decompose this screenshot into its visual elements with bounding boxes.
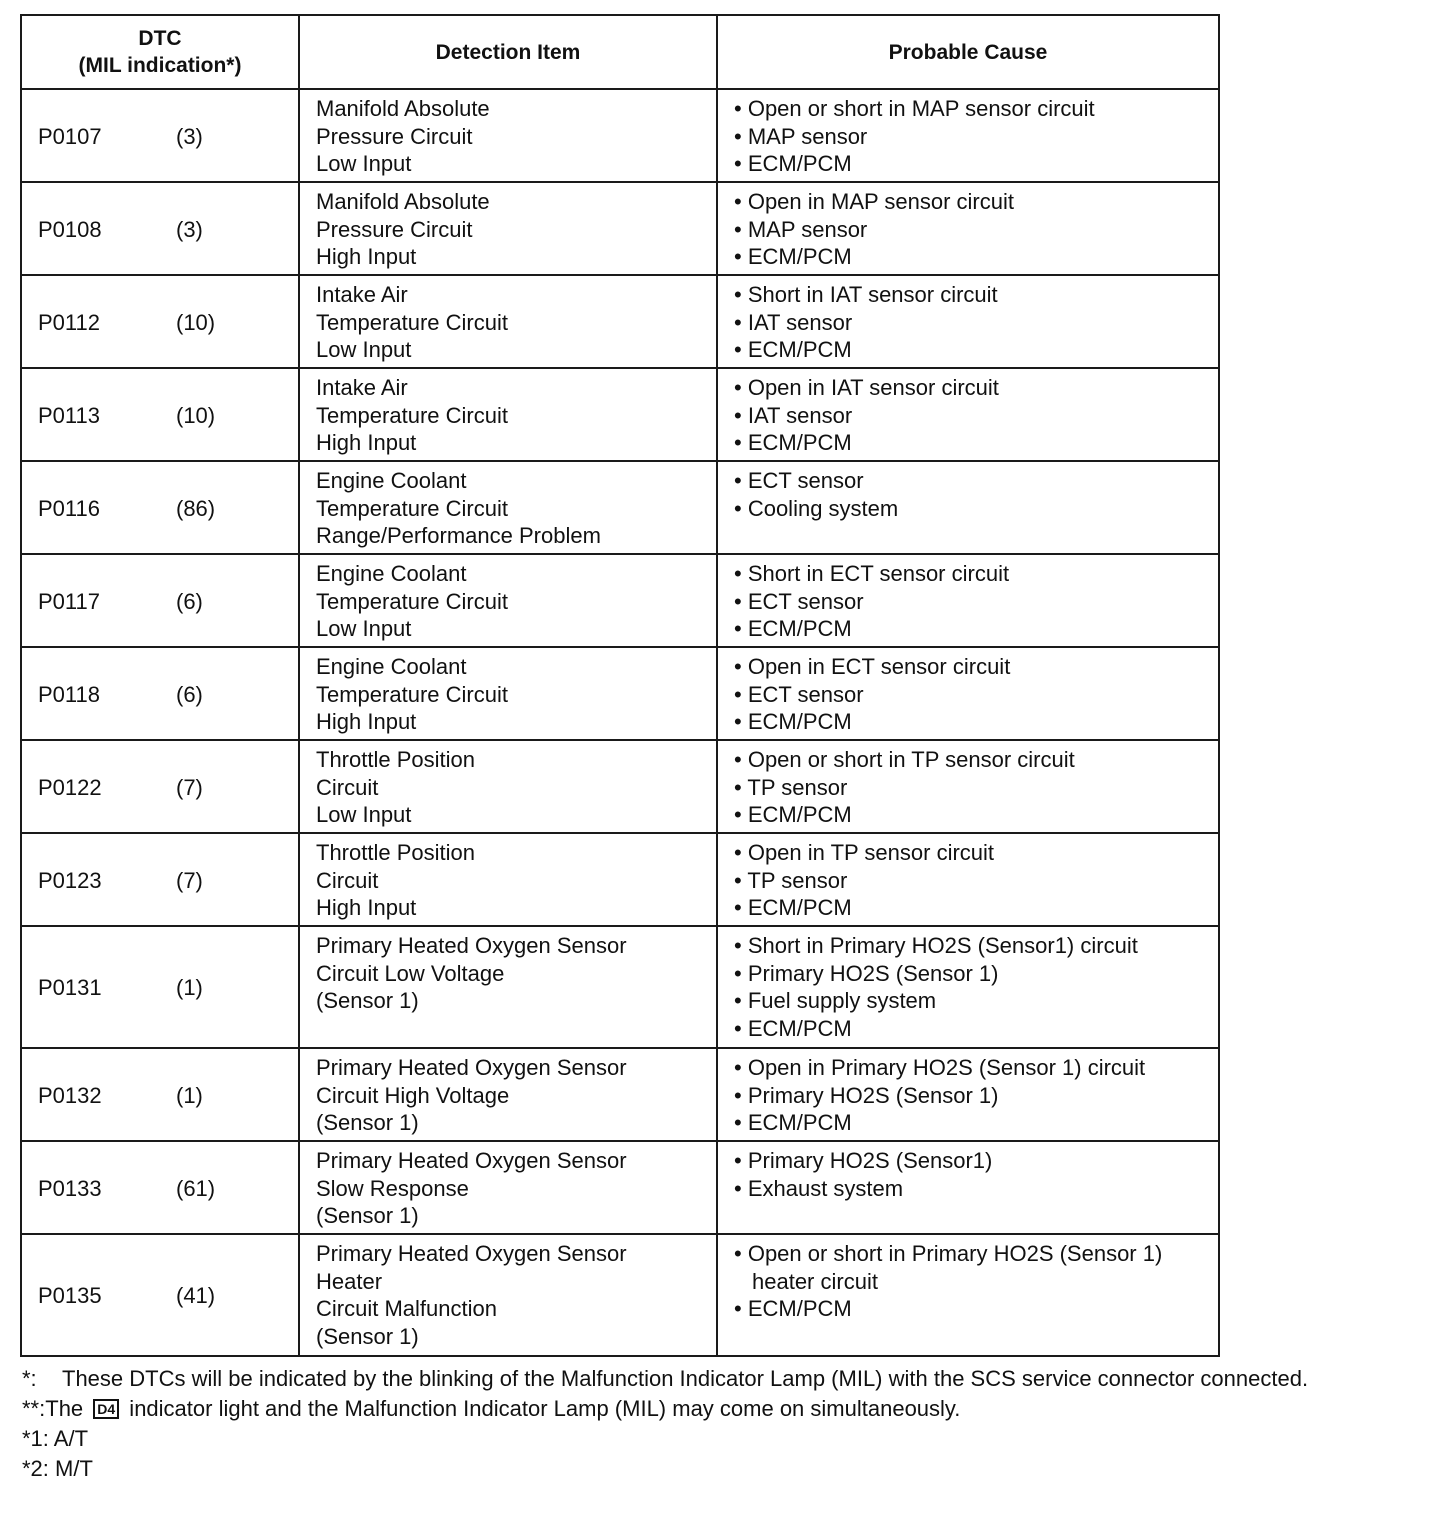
mil-indication: (10) [176, 309, 216, 335]
cell-dtc [21, 1141, 299, 1234]
table-row [21, 926, 1219, 1048]
bullet-icon: • [734, 1082, 742, 1108]
table-row [21, 1141, 1219, 1234]
table-header-row [21, 15, 1219, 89]
dtc-code: P0117 [38, 588, 100, 614]
detection-item-line: Intake Air [316, 282, 408, 307]
cause-item [734, 429, 1210, 457]
cell-detection-item [299, 1048, 717, 1141]
cause-text: ECM/PCM [747, 895, 852, 920]
cause-text: IAT sensor [747, 402, 853, 428]
detection-item-line: High Input [316, 430, 417, 455]
detection-item-line: (Sensor 1) [316, 1110, 419, 1135]
cause-text: Open or short in MAP sensor circuit [747, 96, 1095, 121]
cause-text: Short in Primary HO2S (Sensor1) circuit [747, 933, 1138, 958]
detection-item-line: Primary Heated Oxygen Sensor [316, 1241, 627, 1266]
cause-text: ECM/PCM [747, 151, 852, 176]
mil-indication: (10) [176, 402, 216, 428]
header-dtc [21, 15, 299, 89]
cause-text: MAP sensor [747, 123, 868, 149]
detection-item-line: Primary Heated Oxygen Sensor [316, 933, 627, 958]
cell-detection-item [299, 1141, 717, 1234]
header-dtc-line2: (MIL indication*) [78, 54, 242, 77]
cause-item [734, 1082, 1210, 1110]
cause-text: ECT sensor [747, 681, 864, 707]
detection-item-line: Low Input [316, 151, 412, 176]
footnote-double-star-mark: **: [22, 1396, 46, 1421]
cell-detection-item [299, 1234, 717, 1356]
bullet-icon: • [734, 123, 742, 149]
cause-text: Open in ECT sensor circuit [747, 654, 1011, 679]
detection-item-line: (Sensor 1) [316, 988, 419, 1013]
bullet-icon: • [734, 282, 742, 307]
mil-indication: (3) [176, 216, 203, 242]
cause-item [734, 150, 1210, 178]
cell-detection-item [299, 89, 717, 182]
cell-dtc [21, 1048, 299, 1141]
cause-text: ECM/PCM [747, 430, 852, 455]
bullet-icon: • [734, 1241, 742, 1266]
detection-item-line: Heater [316, 1268, 383, 1294]
footnote-double-star-pre: The [45, 1396, 90, 1421]
mil-indication: (7) [176, 867, 203, 893]
cause-text: Open or short in TP sensor circuit [747, 747, 1075, 772]
cell-dtc [21, 461, 299, 554]
cell-probable-cause [717, 554, 1219, 647]
table-row [21, 1048, 1219, 1141]
mil-indication: (61) [176, 1175, 216, 1201]
detection-item-line: High Input [316, 244, 417, 269]
cell-dtc [21, 554, 299, 647]
bullet-icon: • [734, 244, 742, 269]
cause-text: Open in IAT sensor circuit [747, 375, 999, 400]
detection-item-line: Low Input [316, 616, 412, 641]
bullet-icon: • [734, 1148, 742, 1173]
cause-item [734, 243, 1210, 271]
detection-item-line: High Input [316, 709, 417, 734]
cell-probable-cause [717, 926, 1219, 1048]
bullet-icon: • [734, 430, 742, 455]
bullet-icon: • [734, 1015, 742, 1041]
cause-item [734, 336, 1210, 364]
cell-probable-cause [717, 182, 1219, 275]
cause-item [734, 867, 1210, 895]
cause-item [734, 987, 1210, 1015]
detection-item-line: Temperature Circuit [316, 402, 508, 428]
detection-item-line: Temperature Circuit [316, 495, 508, 521]
detection-item-line: Circuit Malfunction [316, 1296, 497, 1321]
bullet-icon: • [734, 588, 742, 614]
cause-text: Open in Primary HO2S (Sensor 1) circuit [747, 1055, 1146, 1080]
cause-text: Short in IAT sensor circuit [747, 282, 998, 307]
mil-indication: (7) [176, 774, 203, 800]
bullet-icon: • [734, 309, 742, 335]
cause-item [734, 746, 1210, 774]
cell-dtc [21, 368, 299, 461]
table-row [21, 833, 1219, 926]
detection-item-line: Throttle Position [316, 747, 475, 772]
cause-text: Primary HO2S (Sensor 1) [747, 1082, 999, 1108]
cause-item [734, 681, 1210, 709]
cell-detection-item [299, 926, 717, 1048]
cause-item [734, 374, 1210, 402]
cause-text: Open in MAP sensor circuit [747, 189, 1014, 214]
cause-item [734, 1240, 1210, 1295]
mil-indication: (1) [176, 1082, 203, 1108]
cause-item [734, 1175, 1210, 1203]
cause-text: ECM/PCM [747, 1296, 852, 1321]
cell-probable-cause [717, 89, 1219, 182]
dtc-code: P0107 [38, 123, 102, 149]
cell-detection-item [299, 647, 717, 740]
bullet-icon: • [734, 1296, 742, 1321]
detection-item-line: Circuit High Voltage [316, 1082, 510, 1108]
detection-item-line: Manifold Absolute [316, 96, 490, 121]
cause-text: TP sensor [747, 867, 848, 893]
dtc-code: P0116 [38, 495, 100, 521]
cause-item [734, 402, 1210, 430]
cell-probable-cause [717, 1234, 1219, 1356]
dtc-code: P0133 [38, 1175, 102, 1201]
detection-item-line: Pressure Circuit [316, 123, 473, 149]
bullet-icon: • [734, 774, 742, 800]
cause-item [734, 894, 1210, 922]
cell-probable-cause [717, 647, 1219, 740]
cell-probable-cause [717, 461, 1219, 554]
footnote-double-star [22, 1394, 1422, 1424]
cause-item [734, 615, 1210, 643]
bullet-icon: • [734, 495, 742, 521]
detection-item-line: Primary Heated Oxygen Sensor [316, 1148, 627, 1173]
cell-probable-cause [717, 275, 1219, 368]
table-row [21, 740, 1219, 833]
cause-item [734, 560, 1210, 588]
mil-indication: (86) [176, 495, 216, 521]
cause-item [734, 495, 1210, 523]
detection-item-line: Manifold Absolute [316, 189, 490, 214]
cause-item [734, 95, 1210, 123]
cell-probable-cause [717, 1048, 1219, 1141]
bullet-icon: • [734, 216, 742, 242]
cause-item [734, 932, 1210, 960]
cause-item [734, 839, 1210, 867]
detection-item-line: Circuit [316, 867, 379, 893]
mil-indication: (6) [176, 681, 203, 707]
bullet-icon: • [734, 337, 742, 362]
detection-item-line: (Sensor 1) [316, 1323, 419, 1349]
cause-text: IAT sensor [747, 309, 853, 335]
detection-item-line: Engine Coolant [316, 468, 467, 493]
detection-item-line: Temperature Circuit [316, 309, 508, 335]
bullet-icon: • [734, 616, 742, 641]
cell-detection-item [299, 182, 717, 275]
header-dtc-line1: DTC [138, 27, 182, 50]
detection-item-line: Temperature Circuit [316, 681, 508, 707]
cell-detection-item [299, 368, 717, 461]
dtc-code: P0132 [38, 1082, 102, 1108]
cause-item [734, 708, 1210, 736]
bullet-icon: • [734, 681, 742, 707]
table-row [21, 182, 1219, 275]
cause-text: ECM/PCM [747, 1015, 852, 1041]
cause-item [734, 281, 1210, 309]
bullet-icon: • [734, 802, 742, 827]
detection-item-line: High Input [316, 895, 417, 920]
detection-item-line: Circuit [316, 774, 379, 800]
detection-item-line: Throttle Position [316, 840, 475, 865]
bullet-icon: • [734, 895, 742, 920]
cell-detection-item [299, 275, 717, 368]
cause-item [734, 123, 1210, 151]
cause-text: ECM/PCM [747, 337, 852, 362]
cause-text: Primary HO2S (Sensor1) [747, 1148, 993, 1173]
cause-text: ECM/PCM [747, 709, 852, 734]
bullet-icon: • [734, 933, 742, 958]
cause-text: ECM/PCM [747, 244, 852, 269]
bullet-icon: • [734, 468, 742, 493]
table-row [21, 275, 1219, 368]
mil-indication: (6) [176, 588, 203, 614]
detection-item-line: Low Input [316, 802, 412, 827]
table-row [21, 554, 1219, 647]
footnote-star-text: These DTCs will be indicated by the blinking of the Malfunction Indicator Lamp (MIL) with the SCS service connector connected. [62, 1366, 1309, 1391]
d4-indicator-icon: D4 [93, 1399, 119, 1419]
bullet-icon: • [734, 402, 742, 428]
cell-detection-item [299, 833, 717, 926]
bullet-icon: • [734, 375, 742, 400]
mil-indication: (41) [176, 1283, 216, 1309]
cell-detection-item [299, 461, 717, 554]
cause-text: ECM/PCM [747, 1110, 852, 1135]
bullet-icon: • [734, 189, 742, 214]
bullet-icon: • [734, 1175, 742, 1201]
cell-probable-cause [717, 368, 1219, 461]
footnote-1: *1: A/T [22, 1426, 89, 1451]
cause-item [734, 1295, 1210, 1323]
table-row [21, 1234, 1219, 1356]
detection-item-line: Engine Coolant [316, 654, 467, 679]
cause-item [734, 588, 1210, 616]
cause-text: Exhaust system [747, 1175, 904, 1201]
dtc-code: P0131 [38, 975, 102, 1001]
footnote-star [22, 1364, 1422, 1394]
cause-item [734, 801, 1210, 829]
bullet-icon: • [734, 867, 742, 893]
cell-detection-item [299, 554, 717, 647]
cell-dtc [21, 89, 299, 182]
cell-probable-cause [717, 740, 1219, 833]
cause-text: ECM/PCM [747, 802, 852, 827]
cell-dtc [21, 1234, 299, 1356]
detection-item-line: Engine Coolant [316, 561, 467, 586]
footnote-2: *2: M/T [22, 1456, 93, 1481]
detection-item-line: Temperature Circuit [316, 588, 508, 614]
bullet-icon: • [734, 709, 742, 734]
detection-item-line: Circuit Low Voltage [316, 960, 505, 986]
cause-item [734, 960, 1210, 988]
bullet-icon: • [734, 561, 742, 586]
dtc-code: P0112 [38, 309, 100, 335]
cause-item [734, 774, 1210, 802]
cause-text: Primary HO2S (Sensor 1) [747, 960, 999, 986]
cause-text: Cooling system [747, 495, 899, 521]
cause-text: Open in TP sensor circuit [747, 840, 995, 865]
header-detection-item: Detection Item [299, 15, 717, 89]
mil-indication: (3) [176, 123, 203, 149]
cell-dtc [21, 647, 299, 740]
cell-dtc [21, 926, 299, 1048]
bullet-icon: • [734, 988, 742, 1013]
header-probable-cause: Probable Cause [717, 15, 1219, 89]
cause-text: TP sensor [747, 774, 848, 800]
detection-item-line: Range/Performance Problem [316, 523, 601, 548]
cell-dtc [21, 833, 299, 926]
dtc-code: P0135 [38, 1283, 102, 1309]
cell-detection-item [299, 740, 717, 833]
bullet-icon: • [734, 654, 742, 679]
cell-dtc [21, 740, 299, 833]
cell-probable-cause [717, 833, 1219, 926]
cell-dtc [21, 275, 299, 368]
cause-text: Short in ECT sensor circuit [747, 561, 1010, 586]
bullet-icon: • [734, 96, 742, 121]
table-row [21, 461, 1219, 554]
dtc-code: P0122 [38, 774, 102, 800]
cause-item [734, 1054, 1210, 1082]
dtc-code: P0108 [38, 216, 102, 242]
cause-item [734, 309, 1210, 337]
cell-dtc [21, 182, 299, 275]
cause-item [734, 1015, 1210, 1043]
detection-item-line: Intake Air [316, 375, 408, 400]
cause-text: MAP sensor [747, 216, 868, 242]
cause-item [734, 653, 1210, 681]
detection-item-line: (Sensor 1) [316, 1203, 419, 1228]
footnotes [22, 1364, 1422, 1484]
bullet-icon: • [734, 960, 742, 986]
table-row [21, 89, 1219, 182]
bullet-icon: • [734, 151, 742, 176]
cause-text: ECT sensor [747, 468, 864, 493]
bullet-icon: • [734, 1055, 742, 1080]
cause-text: ECM/PCM [747, 616, 852, 641]
footnote-double-star-post: indicator light and the Malfunction Indicator Lamp (MIL) may come on simultaneously. [123, 1396, 961, 1421]
cause-item [734, 216, 1210, 244]
cause-item [734, 188, 1210, 216]
dtc-table [20, 14, 1220, 1357]
detection-item-line: Primary Heated Oxygen Sensor [316, 1055, 627, 1080]
table-row [21, 647, 1219, 740]
bullet-icon: • [734, 1110, 742, 1135]
cause-text: ECT sensor [747, 588, 864, 614]
cause-item [734, 467, 1210, 495]
table-body [21, 89, 1219, 1356]
bullet-icon: • [734, 747, 742, 772]
footnote-star-mark: *: [22, 1366, 37, 1391]
bullet-icon: • [734, 840, 742, 865]
mil-indication: (1) [176, 975, 203, 1001]
cause-item [734, 1147, 1210, 1175]
cause-text: Open or short in Primary HO2S (Sensor 1) heater circuit [747, 1241, 1163, 1294]
cause-item [734, 1109, 1210, 1137]
cell-probable-cause [717, 1141, 1219, 1234]
detection-item-line: Low Input [316, 337, 412, 362]
dtc-code: P0113 [38, 402, 100, 428]
detection-item-line: Slow Response [316, 1175, 469, 1201]
dtc-code: P0123 [38, 867, 102, 893]
cause-text: Fuel supply system [747, 988, 937, 1013]
table-row [21, 368, 1219, 461]
dtc-code: P0118 [38, 681, 100, 707]
detection-item-line: Pressure Circuit [316, 216, 473, 242]
